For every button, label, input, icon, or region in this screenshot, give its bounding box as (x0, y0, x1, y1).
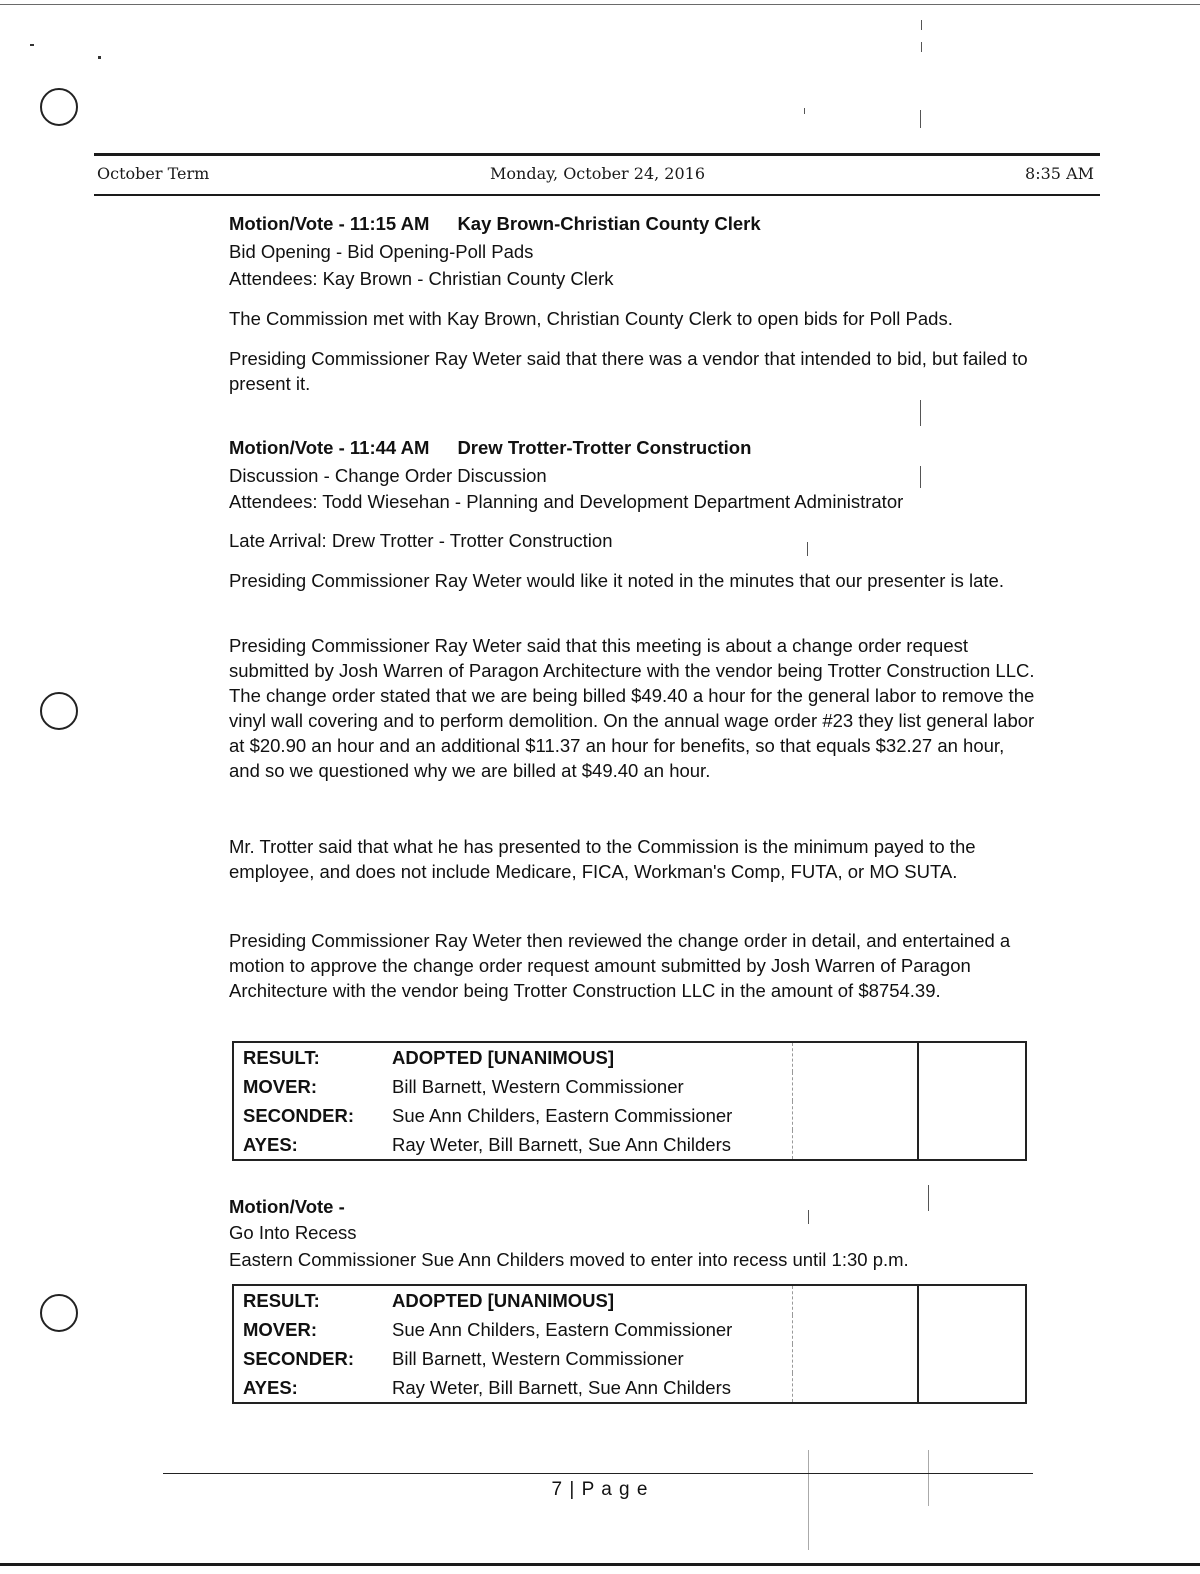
header-time: 8:35 AM (1025, 164, 1094, 183)
item2-paragraph: Presiding Commissioner Ray Weter then reviewed the change order in detail, and entertained a motion to approve the change order request amount submitted by Josh Warren of Paragon Architecture with the vendor being Trotter Construction LLC in the amount of $8754.39. (229, 930, 1011, 1001)
item1-title: Motion/Vote - 11:15 AM (229, 213, 430, 234)
scan-edge-top (0, 4, 1200, 5)
result-label: RESULT: (243, 1046, 320, 1068)
ayes-label: AYES: (243, 1133, 298, 1155)
item2-title: Motion/Vote - 11:44 AM (229, 437, 430, 458)
footer-rule (163, 1473, 1033, 1474)
vote-row-result (233, 1285, 1026, 1315)
result-value: ADOPTED [UNANIMOUS] (392, 1046, 614, 1068)
item2-late-arrival: Late Arrival: Drew Trotter - Trotter Construction (229, 530, 613, 551)
header-date: Monday, October 24, 2016 (490, 164, 706, 183)
header-term: October Term (97, 164, 210, 183)
punch-hole-bottom (40, 1294, 78, 1332)
vote-row-result (233, 1042, 1026, 1072)
scan-mark (921, 42, 922, 52)
header-rule (94, 153, 1100, 156)
result-label: RESULT: (243, 1289, 320, 1311)
item3-text: Eastern Commissioner Sue Ann Childers moved to enter into recess until 1:30 p.m. (229, 1249, 909, 1270)
vote-blank-column (793, 1042, 919, 1160)
seconder-value: Sue Ann Childers, Eastern Commissioner (392, 1104, 733, 1126)
mover-value: Sue Ann Childers, Eastern Commissioner (392, 1318, 733, 1340)
result-value: ADOPTED [UNANIMOUS] (392, 1289, 614, 1311)
scan-mark (920, 400, 921, 426)
item2-paragraph: Presiding Commissioner Ray Weter said that this meeting is about a change order request submitted by Josh Warren of Paragon Architecture with the vendor being Trotter Construction LLC. The change order stated that we are being billed $49.40 a hour for the general labor to remove the vinyl wall covering and to perform demolition. On the annual wage order #23 they list general labor at $20.90 an hour and an additional $11.37 an hour for benefits, so that equals $32.27 an hour, and so we questioned why we are billed at $49.40 an hour. (229, 635, 1035, 781)
ayes-value: Ray Weter, Bill Barnett, Sue Ann Childers (392, 1376, 731, 1398)
mover-label: MOVER: (243, 1075, 317, 1097)
ayes-label: AYES: (243, 1376, 298, 1398)
mover-value: Bill Barnett, Western Commissioner (392, 1075, 684, 1097)
scan-mark (807, 542, 808, 556)
scan-speck (30, 44, 34, 46)
item1-paragraph: The Commission met with Kay Brown, Christian County Clerk to open bids for Poll Pads. (229, 308, 953, 329)
item2-heading (229, 437, 751, 459)
header-rule-lower (94, 194, 1100, 196)
seconder-label: SECONDER: (243, 1347, 355, 1369)
item1-type: Bid Opening - Bid Opening-Poll Pads (229, 241, 534, 262)
vote-blank-column (918, 1042, 1026, 1160)
punch-hole-middle (40, 692, 78, 730)
vote-table (232, 1041, 1027, 1161)
item2-presenter: Drew Trotter-Trotter Construction (457, 437, 752, 458)
vote-table (232, 1284, 1027, 1404)
scan-mark (920, 110, 921, 128)
seconder-value: Bill Barnett, Western Commissioner (392, 1347, 684, 1369)
scan-mark (928, 1185, 929, 1211)
scan-speck (98, 56, 101, 59)
mover-label: MOVER: (243, 1318, 317, 1340)
scan-mark (921, 20, 922, 30)
item1-paragraph: Presiding Commissioner Ray Weter said that there was a vendor that intended to bid, but failed to present it. (229, 348, 1028, 394)
item3-title: Motion/Vote - (229, 1196, 345, 1217)
item1-attendees: Attendees: Kay Brown - Christian County Clerk (229, 268, 614, 289)
ayes-value: Ray Weter, Bill Barnett, Sue Ann Childers (392, 1133, 731, 1155)
page-number: 7 | P a g e (551, 1479, 649, 1500)
scan-mark (804, 108, 805, 114)
seconder-label: SECONDER: (243, 1104, 355, 1126)
item2-attendees: Attendees: Todd Wiesehan - Planning and Development Department Administrator (229, 491, 904, 512)
scan-mark (920, 466, 921, 488)
scan-mark (808, 1210, 809, 1224)
vote-blank-column (793, 1285, 919, 1403)
item2-paragraph: Presiding Commissioner Ray Weter would like it noted in the minutes that our presenter is late. (229, 570, 1004, 591)
item2-paragraph: Mr. Trotter said that what he has presented to the Commission is the minimum payed to the employee, and does not include Medicare, FICA, Workman's Comp, FUTA, or MO SUTA. (229, 836, 976, 882)
scan-edge-bottom (0, 1563, 1200, 1566)
vote-blank-column (918, 1285, 1026, 1403)
item2-type: Discussion - Change Order Discussion (229, 465, 547, 486)
item3-type: Go Into Recess (229, 1222, 357, 1243)
item1-presenter: Kay Brown-Christian County Clerk (457, 213, 761, 234)
punch-hole-top (40, 88, 78, 126)
item1-heading (229, 213, 761, 235)
